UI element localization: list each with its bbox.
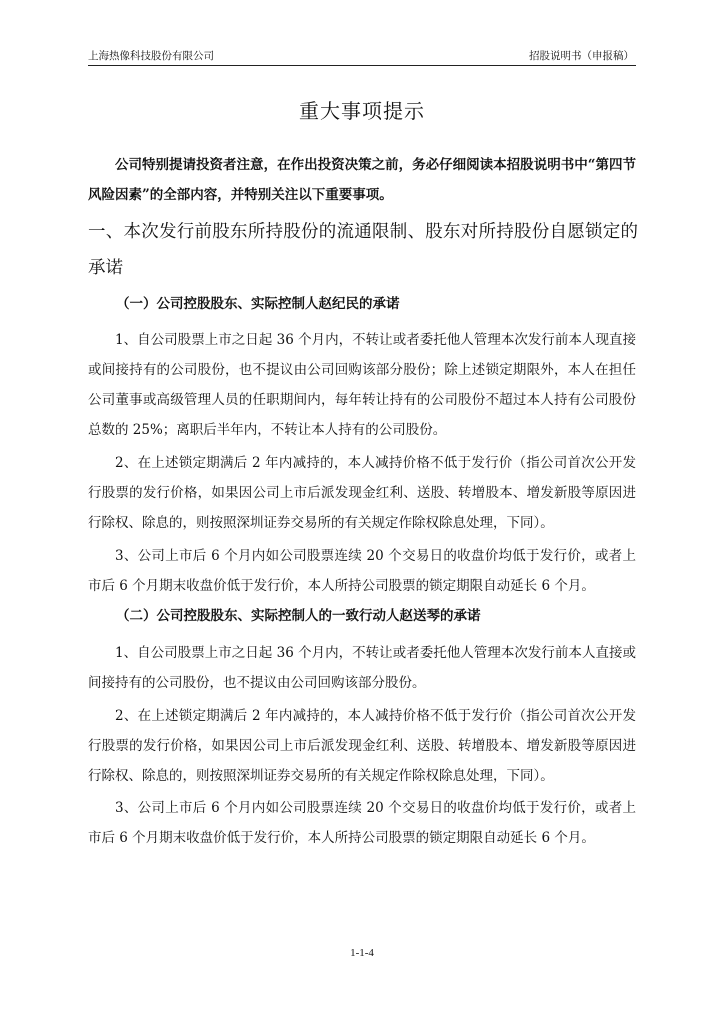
subsection-heading-controller: （一）公司控股股东、实际控制人赵纪民的承诺 [116,296,400,312]
concert-party-commitment-3: 3、公司上市后 6 个月内如公司股票连续 20 个交易日的收盘价均低于发行价，或者上市后 6 个月期末收盘价低于发行价，本人所持公司股票的锁定期限自动延长 6 个月。 [88,800,636,846]
header-company-name: 上海热像科技股份有限公司 [88,50,214,62]
concert-party-commitment-2: 2、在上述锁定期满后 2 年内减持的，本人减持价格不低于发行价（指公司首次公开发行股票的发行价格，如果因公司上市后派发现金红利、送股、转增股本、增发新股等原因进行除权、除息的，则按照深圳证券交易所的有关规定作除权除息处理，下同）。 [88,708,636,784]
page-title: 重大事项提示 [299,99,425,123]
investor-notice: 公司特别提请投资者注意，在作出投资决策之前，务必仔细阅读本招股说明书中“第四节 风险因素”的全部内容，并特别关注以下重要事项。 [88,157,636,203]
page-number: 1-1-4 [350,947,374,959]
section-heading-lockup: 一、本次发行前股东所持股份的流通限制、股东对所持股份自愿锁定的承诺 [88,222,638,278]
controller-commitment-3: 3、公司上市后 6 个月内如公司股票连续 20 个交易日的收盘价均低于发行价，或者上市后 6 个月期末收盘价低于发行价，本人所持公司股票的锁定期限自动延长 6 个月。 [88,548,636,594]
controller-commitment-1: 1、自公司股票上市之日起 36 个月内，不转让或者委托他人管理本次发行前本人现直接或间接持有的公司股份，也不提议由公司回购该部分股份；除上述锁定期限外，本人在担任公司董事或高级管理人员的任职期间内，每年转让持有的公司股份不超过本人持有公司股份总数的 25%；离职后半年内，不转让本人持有的公司股份。 [88,332,636,438]
controller-commitment-2: 2、在上述锁定期满后 2 年内减持的，本人减持价格不低于发行价（指公司首次公开发行股票的发行价格，如果因公司上市后派发现金红利、送股、转增股本、增发新股等原因进行除权、除息的，则按照深圳证券交易所的有关规定作除权除息处理，下同）。 [88,455,636,531]
concert-party-commitment-1: 1、自公司股票上市之日起 36 个月内，不转让或者委托他人管理本次发行前本人直接或间接持有的公司股份，也不提议由公司回购该部分股份。 [88,645,636,691]
header-document-type: 招股说明书（申报稿） [529,50,634,62]
page-header [88,48,636,66]
subsection-heading-concert-party: （二）公司控股股东、实际控制人的一致行动人赵送琴的承诺 [116,608,481,624]
